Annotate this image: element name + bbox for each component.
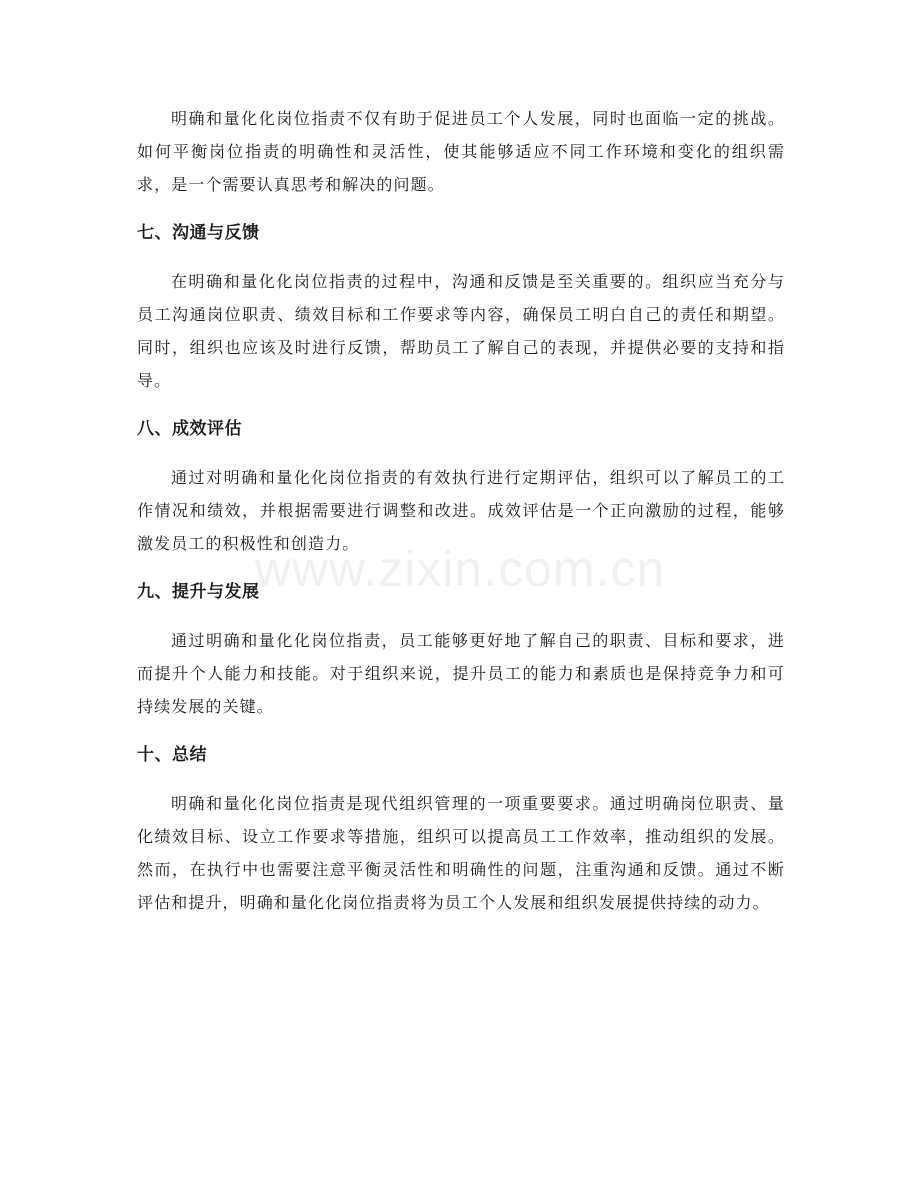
intro-paragraph: 明确和量化化岗位指责不仅有助于促进员工个人发展，同时也面临一定的挑战。如何平衡岗位指责的明确性和灵活性，使其能够适应不同工作环境和变化的组织需求，是一个需要认真思考和解决的问题。: [137, 109, 785, 194]
section-paragraph-communication: 在明确和量化化岗位指责的过程中，沟通和反馈是至关重要的。组织应当充分与员工沟通岗位职责、绩效目标和工作要求等内容，确保员工明白自己的责任和期望。同时，组织也应该及时进行反馈，帮助员工了解自己的表现，并提供必要的支持和指导。: [137, 272, 785, 390]
watermark: www.zixin.com.cn: [254, 541, 666, 597]
section-heading-summary: 十、总结: [137, 745, 207, 765]
section-paragraph-evaluation: 通过对明确和量化化岗位指责的有效执行进行定期评估，组织可以了解员工的工作情况和绩效，并根据需要进行调整和改进。成效评估是一个正向激励的过程，能够激发员工的积极性和创造力。: [137, 468, 785, 553]
section-paragraph-summary: 明确和量化化岗位指责是现代组织管理的一项重要要求。通过明确岗位职责、量化绩效目标、设立工作要求等措施，组织可以提高员工工作效率，推动组织的发展。然而，在执行中也需要注意平衡灵活性和明确性的问题，注重沟通和反馈。通过不断评估和提升，明确和量化化岗位指责将为员工个人发展和组织发展提供持续的动力。: [137, 794, 785, 912]
document-body: [137, 102, 785, 919]
section-heading-development: 九、提升与发展: [137, 582, 260, 602]
section-heading-communication: 七、沟通与反馈: [137, 223, 260, 243]
section-paragraph-development: 通过明确和量化化岗位指责，员工能够更好地了解自己的职责、目标和要求，进而提升个人能力和技能。对于组织来说，提升员工的能力和素质也是保持竞争力和可持续发展的关键。: [137, 631, 785, 716]
section-heading-evaluation: 八、成效评估: [137, 419, 242, 439]
